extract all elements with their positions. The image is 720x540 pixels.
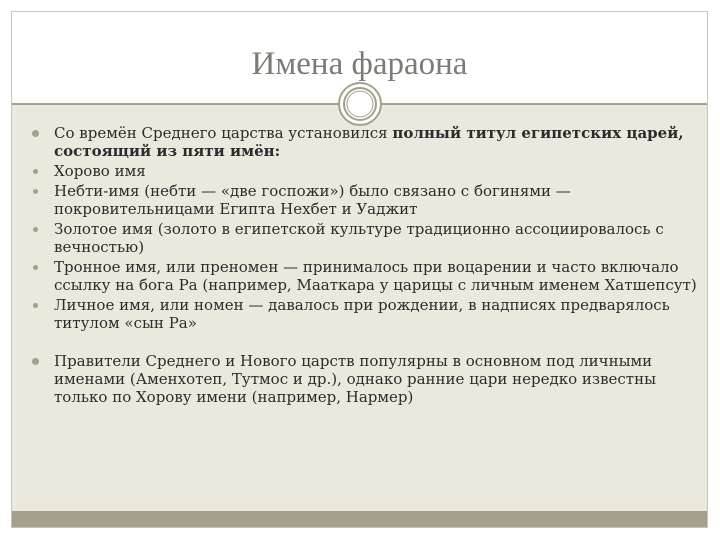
item-text: Хорово имя [54,162,146,180]
list-item [30,220,700,256]
list-item [30,352,700,406]
item-text: Правители Среднего и Нового царств популярны в основном под личными именами (Аменхотеп, Тутмос и др.), однако ранние цари нередко известны только по Хорову имени (например, Нармер) [54,352,657,406]
slide [11,11,708,528]
list-item [30,182,700,218]
item-text: Золотое имя (золото в египетской культуре традиционно ассоциировалось с вечностью) [54,220,664,256]
bullet-icon [33,303,38,308]
item-text: Небти-имя (небти — «две госпожи») было связано с богинями — покровительницами Египта Нехбет и Уаджит [54,182,571,218]
bullet-list [30,124,700,406]
bullet-icon [33,265,38,270]
list-item [30,124,700,160]
item-text: Со времён Среднего царства установился [54,124,393,142]
footer-bar [12,511,707,527]
bullet-icon [32,130,39,137]
item-text: Личное имя, или номен — давалось при рождении, в надписях предварялось титулом «сын Ра» [54,296,670,332]
bullet-icon [33,227,38,232]
slide-title: Имена фараона [251,46,468,82]
item-text-bold: полный титул египетских царей, состоящий из пяти имён: [54,124,684,160]
bullet-icon [33,189,38,194]
circle-ornament-icon [337,81,383,127]
bullet-icon [32,358,39,365]
list-item [30,258,700,294]
list-item [30,162,700,180]
item-text: Тронное имя, или преномен — принималось при воцарении и часто включало ссылку на бога Ра (например, Мааткара у царицы с личным именем Хатшепсут) [54,258,697,294]
bullet-icon [33,169,38,174]
list-item [30,296,700,332]
